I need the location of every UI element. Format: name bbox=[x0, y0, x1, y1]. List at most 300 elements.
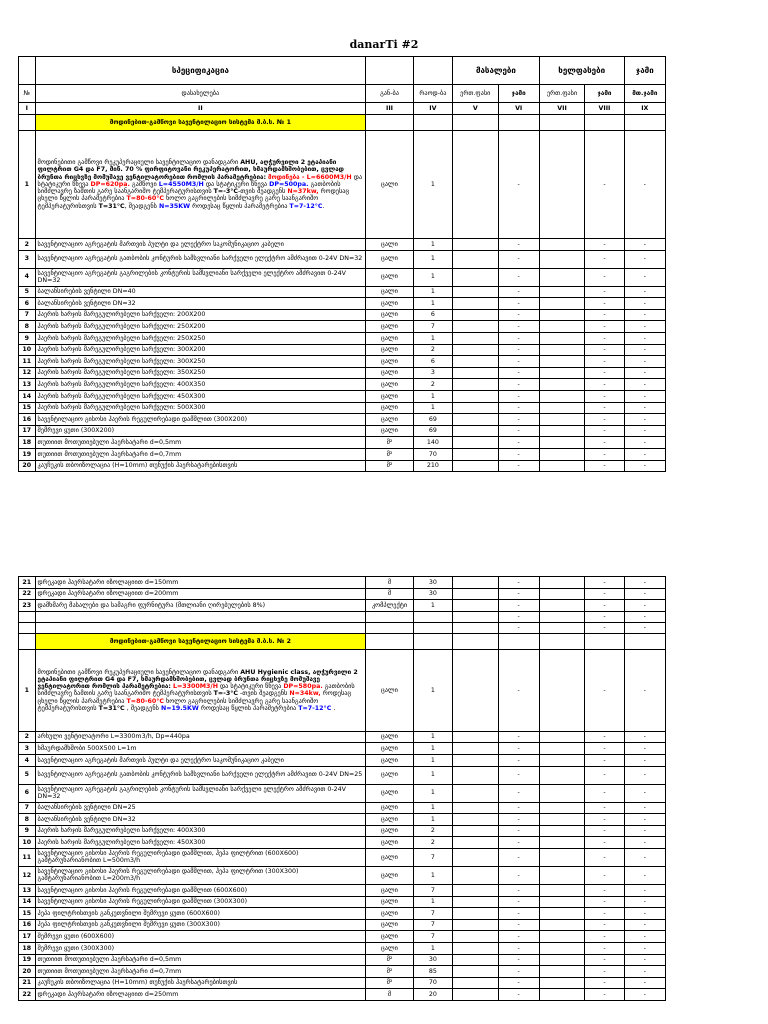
unit-price-labor bbox=[539, 866, 584, 884]
unit-cell: მ bbox=[366, 989, 414, 1001]
item-description: ჰაერის ხარჯის მარეგულირებელი სარქველი: 450X300 bbox=[35, 390, 366, 402]
qty-cell: 140 bbox=[413, 437, 452, 449]
sum-labor: - bbox=[585, 588, 624, 600]
qty-cell: 1 bbox=[413, 802, 452, 814]
table-row bbox=[19, 600, 666, 612]
qty-cell: 210 bbox=[413, 460, 452, 472]
table-row bbox=[19, 321, 666, 333]
unit-price-labor bbox=[539, 989, 584, 1001]
roman-cell: VII bbox=[539, 103, 584, 115]
empty-row bbox=[19, 611, 666, 622]
qty-cell: 30 bbox=[413, 588, 452, 600]
table-row bbox=[19, 414, 666, 426]
qty-cell: 1 bbox=[413, 390, 452, 402]
qty-cell: 7 bbox=[413, 931, 452, 943]
item-description: ჰეპა ფილტრისთვის განკუთვნილი შემრევი ყუთი (300X300) bbox=[35, 919, 366, 931]
table-row bbox=[19, 825, 666, 837]
grand-total: - bbox=[624, 989, 665, 1001]
unit-price-materials bbox=[453, 600, 498, 612]
row-number: 2 bbox=[19, 731, 36, 743]
unit-price-labor bbox=[539, 298, 584, 310]
sum-materials: - bbox=[498, 414, 539, 426]
unit-price-labor bbox=[539, 268, 584, 286]
grand-total: - bbox=[624, 837, 665, 849]
row-number: 20 bbox=[19, 460, 36, 472]
unit-price-materials bbox=[453, 754, 498, 766]
unit-price-labor bbox=[539, 966, 584, 978]
sum-materials: - bbox=[498, 954, 539, 966]
empty-cell bbox=[366, 633, 414, 649]
sum-materials: - bbox=[498, 448, 539, 460]
qty-cell: 2 bbox=[413, 379, 452, 391]
grand-total: - bbox=[624, 649, 665, 731]
grand-total: - bbox=[624, 784, 665, 802]
qty-cell: 1 bbox=[413, 784, 452, 802]
qty-cell: 2 bbox=[413, 344, 452, 356]
sum-materials: - bbox=[498, 825, 539, 837]
grand-total: - bbox=[624, 286, 665, 298]
item-description: ბალანსირების ვენტილი DN=32 bbox=[35, 298, 366, 310]
unit-price-labor bbox=[539, 977, 584, 989]
empty-cell: - bbox=[624, 622, 665, 633]
grand-total: - bbox=[624, 356, 665, 368]
empty-cell bbox=[453, 622, 498, 633]
grand-total: - bbox=[624, 402, 665, 414]
table-row bbox=[19, 298, 666, 310]
row-number: 6 bbox=[19, 298, 36, 310]
unit-price-labor bbox=[539, 784, 584, 802]
table-row bbox=[19, 239, 666, 251]
item-description: დამხმარე მასალები და სამაგრი ფურნიტურა (მთლიანი ღირებულების 8%) bbox=[35, 600, 366, 612]
table-row bbox=[19, 390, 666, 402]
row-number: 11 bbox=[19, 848, 36, 866]
empty-cell bbox=[413, 611, 452, 622]
item-description: სავენტილაციო აგრეგატის გაგრილების კონტურის სამსვლიანი სარქველი ელექტრო ამძრავით 0-24V DN=32 bbox=[35, 268, 366, 286]
grand-total: - bbox=[624, 731, 665, 743]
sum-materials: - bbox=[498, 908, 539, 920]
item-description: შემრევი ყუთი (300X200) bbox=[35, 425, 366, 437]
roman-cell: VIII bbox=[585, 103, 624, 115]
qty-cell: 6 bbox=[413, 356, 452, 368]
sum-materials: - bbox=[498, 989, 539, 1001]
unit-price-materials bbox=[453, 814, 498, 826]
sum-labor: - bbox=[585, 600, 624, 612]
unit-price-materials bbox=[453, 977, 498, 989]
qty-cell: 7 bbox=[413, 908, 452, 920]
sum-labor: - bbox=[585, 344, 624, 356]
sum-labor: - bbox=[585, 402, 624, 414]
grand-total: - bbox=[624, 966, 665, 978]
item-description: ბალანსირების ვენტილი DN=40 bbox=[35, 286, 366, 298]
grand-total: - bbox=[624, 367, 665, 379]
unit-price-labor bbox=[539, 437, 584, 449]
qty-cell: 1 bbox=[413, 239, 452, 251]
empty-cell bbox=[585, 633, 624, 649]
specification-table-page-1 bbox=[18, 56, 666, 472]
unit-cell: ცალი bbox=[366, 332, 414, 344]
grand-total: - bbox=[624, 919, 665, 931]
item-description: სავენტილაციო აგრეგატის გათბობის კონტურის სამსვლიანი სარქველი ელექტრო ამძრავით 0-24V DN=32 bbox=[35, 250, 366, 268]
item-description: დრეკადი ჰაერსატარი იზოლაციით d=250mm bbox=[35, 989, 366, 1001]
table-row bbox=[19, 379, 666, 391]
table-row bbox=[19, 588, 666, 600]
unit-cell: ცალი bbox=[366, 908, 414, 920]
empty-cell bbox=[35, 622, 366, 633]
table-row bbox=[19, 437, 666, 449]
sum-labor: - bbox=[585, 332, 624, 344]
sum-labor: - bbox=[585, 977, 624, 989]
sum-labor: - bbox=[585, 989, 624, 1001]
item-description: ჰაერის ხარჯის მარეგულირებელი სარქველი: 250X200 bbox=[35, 321, 366, 333]
table-row bbox=[19, 268, 666, 286]
qty-cell: 2 bbox=[413, 837, 452, 849]
unit-price-materials bbox=[453, 298, 498, 310]
grand-total: - bbox=[624, 743, 665, 755]
qty-cell: 69 bbox=[413, 425, 452, 437]
qty-cell: 1 bbox=[413, 332, 452, 344]
sum-materials: - bbox=[498, 649, 539, 731]
item-description: კაუჩუკის თბოიზოლაცია (H=10mm) თუნუქის ჰაერსატარებისთვის bbox=[35, 977, 366, 989]
empty-cell bbox=[366, 622, 414, 633]
row-number: 14 bbox=[19, 390, 36, 402]
unit-price-materials bbox=[453, 989, 498, 1001]
table-row bbox=[19, 402, 666, 414]
unit-cell: მ² bbox=[366, 448, 414, 460]
sum-materials: - bbox=[498, 942, 539, 954]
grand-total: - bbox=[624, 379, 665, 391]
empty-cell: - bbox=[498, 611, 539, 622]
sum-labor: - bbox=[585, 367, 624, 379]
sum-materials: - bbox=[498, 309, 539, 321]
unit-cell: ცალი bbox=[366, 344, 414, 356]
grand-total: - bbox=[624, 802, 665, 814]
unit-cell: ცალი bbox=[366, 239, 414, 251]
table-row bbox=[19, 814, 666, 826]
sum-labor: - bbox=[585, 766, 624, 784]
sum-labor: - bbox=[585, 966, 624, 978]
sum-materials: - bbox=[498, 356, 539, 368]
table-row bbox=[19, 367, 666, 379]
sum-labor: - bbox=[585, 802, 624, 814]
header-sum-labor: ჯამი bbox=[585, 85, 624, 103]
qty-cell: 7 bbox=[413, 884, 452, 896]
item-description: თუთიით მოთუთიებული ჰაერსატარი d=0,7mm bbox=[35, 448, 366, 460]
grand-total: - bbox=[624, 309, 665, 321]
grand-total: - bbox=[624, 321, 665, 333]
grand-total: - bbox=[624, 954, 665, 966]
row-number: 11 bbox=[19, 356, 36, 368]
row-number: 7 bbox=[19, 309, 36, 321]
unit-price-materials bbox=[453, 379, 498, 391]
item-description: ჰაერის ხარჯის მარეგულირებელი სარქველი: 500X300 bbox=[35, 402, 366, 414]
empty-cell bbox=[413, 622, 452, 633]
row-number: 22 bbox=[19, 989, 36, 1001]
table-row bbox=[19, 731, 666, 743]
row-number: 20 bbox=[19, 966, 36, 978]
grand-total: - bbox=[624, 977, 665, 989]
empty-cell: - bbox=[585, 622, 624, 633]
item-description: სავენტილაციო აგრეგატის გათბობის კონტურის სამსვლიანი სარქველი ელექტრო ამძრავით 0-24V DN=25 bbox=[35, 766, 366, 784]
unit-cell: მ bbox=[366, 588, 414, 600]
sum-labor: - bbox=[585, 356, 624, 368]
empty-cell bbox=[366, 611, 414, 622]
empty-cell bbox=[539, 633, 584, 649]
grand-total: - bbox=[624, 425, 665, 437]
sum-materials: - bbox=[498, 588, 539, 600]
row-number: 4 bbox=[19, 754, 36, 766]
row-number: 8 bbox=[19, 814, 36, 826]
sum-materials: - bbox=[498, 425, 539, 437]
unit-price-labor bbox=[539, 425, 584, 437]
item-description: ჰაერის ხარჯის მარეგულირებელი სარქველი: 400X350 bbox=[35, 379, 366, 391]
row-number: 23 bbox=[19, 600, 36, 612]
row-number: 1 bbox=[19, 649, 36, 731]
table-row bbox=[19, 977, 666, 989]
unit-price-materials bbox=[453, 268, 498, 286]
unit-price-labor bbox=[539, 766, 584, 784]
grand-total: - bbox=[624, 577, 665, 589]
item-description: სავენტილაციო აგრეგატის გაგრილების კონტურის სამსვლიანი სარქველი ელექტრო ამძრავით 0-24V DN=32 bbox=[35, 784, 366, 802]
unit-cell: ცალი bbox=[366, 837, 414, 849]
table-row bbox=[19, 250, 666, 268]
table-row bbox=[19, 448, 666, 460]
header-name: დასახელება bbox=[35, 85, 366, 103]
sum-labor: - bbox=[585, 754, 624, 766]
empty-cell bbox=[35, 611, 366, 622]
sum-labor: - bbox=[585, 390, 624, 402]
grand-total: - bbox=[624, 131, 665, 239]
unit-cell: ცალი bbox=[366, 814, 414, 826]
sum-materials: - bbox=[498, 268, 539, 286]
table-row bbox=[19, 460, 666, 472]
empty-cell bbox=[539, 611, 584, 622]
item-description: ჰაერის ხარჯის მარეგულირებელი სარქველი: 400X300 bbox=[35, 825, 366, 837]
unit-cell: ცალი bbox=[366, 250, 414, 268]
unit-cell: ცალი bbox=[366, 649, 414, 731]
sum-materials: - bbox=[498, 344, 539, 356]
row-number: 21 bbox=[19, 577, 36, 589]
grand-total: - bbox=[624, 814, 665, 826]
sum-labor: - bbox=[585, 814, 624, 826]
grand-total: - bbox=[624, 448, 665, 460]
row-number: 16 bbox=[19, 414, 36, 426]
unit-cell: მ² bbox=[366, 977, 414, 989]
sum-materials: - bbox=[498, 743, 539, 755]
header-grand-total: მთ.ჯამი bbox=[624, 85, 665, 103]
unit-cell: ცალი bbox=[366, 896, 414, 908]
sum-labor: - bbox=[585, 414, 624, 426]
sum-labor: - bbox=[585, 884, 624, 896]
unit-price-labor bbox=[539, 402, 584, 414]
table-row bbox=[19, 966, 666, 978]
item-description: სავენტილაციო აგრეგატის მართვის პულტი და ელექტრო საკომუნიკაციო კაბელი bbox=[35, 754, 366, 766]
item-description: სავენტილაციო აგრეგატის მართვის პულტი და ელექტრო საკომუნიკაციო კაბელი bbox=[35, 239, 366, 251]
unit-price-materials bbox=[453, 332, 498, 344]
table-row bbox=[19, 286, 666, 298]
empty-cell bbox=[19, 633, 36, 649]
grand-total: - bbox=[624, 908, 665, 920]
row-number: 10 bbox=[19, 837, 36, 849]
unit-price-labor bbox=[539, 649, 584, 731]
grand-total: - bbox=[624, 414, 665, 426]
unit-price-labor bbox=[539, 600, 584, 612]
qty-cell: 1 bbox=[413, 814, 452, 826]
unit-price-labor bbox=[539, 837, 584, 849]
table-row bbox=[19, 848, 666, 866]
unit-price-labor bbox=[539, 309, 584, 321]
table-row bbox=[19, 784, 666, 802]
header-materials: მასალები bbox=[453, 57, 540, 85]
sum-materials: - bbox=[498, 367, 539, 379]
qty-cell: 30 bbox=[413, 577, 452, 589]
sum-materials: - bbox=[498, 332, 539, 344]
unit-price-labor bbox=[539, 332, 584, 344]
unit-cell: ცალი bbox=[366, 766, 414, 784]
sum-materials: - bbox=[498, 298, 539, 310]
unit-price-labor bbox=[539, 802, 584, 814]
empty-cell bbox=[19, 622, 36, 633]
unit-price-labor bbox=[539, 908, 584, 920]
sum-labor: - bbox=[585, 649, 624, 731]
unit-cell: ცალი bbox=[366, 268, 414, 286]
table-row bbox=[19, 837, 666, 849]
sum-labor: - bbox=[585, 848, 624, 866]
grand-total: - bbox=[624, 298, 665, 310]
sum-materials: - bbox=[498, 919, 539, 931]
table-row bbox=[19, 356, 666, 368]
unit-price-labor bbox=[539, 321, 584, 333]
table-row bbox=[19, 931, 666, 943]
roman-cell: II bbox=[35, 103, 366, 115]
grand-total: - bbox=[624, 239, 665, 251]
qty-cell: 7 bbox=[413, 848, 452, 866]
empty-row bbox=[19, 622, 666, 633]
unit-price-labor bbox=[539, 814, 584, 826]
qty-cell: 1 bbox=[413, 600, 452, 612]
sum-labor: - bbox=[585, 448, 624, 460]
header-spec: სპეციფიკაცია bbox=[35, 57, 366, 85]
item-description: სავენტილაციო გისოსი ჰაერის რეგულირებადი დამშლით, ჰეპა ფილტრით (300X300) გამტარუნარიანობით L=200m3/h bbox=[35, 866, 366, 884]
sum-labor: - bbox=[585, 954, 624, 966]
unit-cell: კომპლექტი bbox=[366, 600, 414, 612]
qty-cell: 1 bbox=[413, 754, 452, 766]
table-row bbox=[19, 344, 666, 356]
header-unit-price-materials: ერთ.ფასი bbox=[453, 85, 498, 103]
row-number: 6 bbox=[19, 784, 36, 802]
specification-table-page-2 bbox=[18, 576, 666, 1001]
sum-labor: - bbox=[585, 425, 624, 437]
sum-labor: - bbox=[585, 577, 624, 589]
row-number: 5 bbox=[19, 286, 36, 298]
sum-labor: - bbox=[585, 919, 624, 931]
sum-materials: - bbox=[498, 250, 539, 268]
unit-price-materials bbox=[453, 837, 498, 849]
item-description: თუთიით მოთუთიებული ჰაერსატარი d=0,5mm bbox=[35, 954, 366, 966]
row-number: 9 bbox=[19, 825, 36, 837]
item-description: ჰეპა ფილტრისთვის განკუთვნილი შემრევი ყუთი (600X600) bbox=[35, 908, 366, 920]
sum-materials: - bbox=[498, 884, 539, 896]
sum-labor: - bbox=[585, 784, 624, 802]
unit-price-labor bbox=[539, 379, 584, 391]
roman-cell: V bbox=[453, 103, 498, 115]
row-number: 19 bbox=[19, 448, 36, 460]
grand-total: - bbox=[624, 825, 665, 837]
sum-labor: - bbox=[585, 131, 624, 239]
row-number: 17 bbox=[19, 425, 36, 437]
sum-materials: - bbox=[498, 754, 539, 766]
row-number: 3 bbox=[19, 743, 36, 755]
unit-price-materials bbox=[453, 966, 498, 978]
grand-total: - bbox=[624, 460, 665, 472]
sum-materials: - bbox=[498, 802, 539, 814]
table-row bbox=[19, 649, 666, 731]
row-number: 1 bbox=[19, 131, 36, 239]
unit-cell: ცალი bbox=[366, 379, 414, 391]
empty-cell bbox=[413, 633, 452, 649]
unit-cell: ცალი bbox=[366, 754, 414, 766]
unit-price-materials bbox=[453, 367, 498, 379]
item-description: დრეკადი ჰაერსატარი იზოლაციით d=150mm bbox=[35, 577, 366, 589]
sum-materials: - bbox=[498, 402, 539, 414]
unit-price-labor bbox=[539, 250, 584, 268]
unit-price-labor bbox=[539, 919, 584, 931]
empty-cell: - bbox=[498, 622, 539, 633]
row-number: 12 bbox=[19, 367, 36, 379]
unit-price-materials bbox=[453, 825, 498, 837]
unit-price-materials bbox=[453, 784, 498, 802]
unit-price-materials bbox=[453, 588, 498, 600]
qty-cell: 1 bbox=[413, 402, 452, 414]
sum-materials: - bbox=[498, 577, 539, 589]
table-row bbox=[19, 332, 666, 344]
empty-cell bbox=[453, 633, 498, 649]
qty-cell: 3 bbox=[413, 367, 452, 379]
item-description: ჰაერის ხარჯის მარეგულირებელი სარქველი: 350X250 bbox=[35, 367, 366, 379]
grand-total: - bbox=[624, 588, 665, 600]
unit-price-labor bbox=[539, 825, 584, 837]
unit-cell: ცალი bbox=[366, 731, 414, 743]
grand-total: - bbox=[624, 250, 665, 268]
sum-materials: - bbox=[498, 814, 539, 826]
item-description: თუთიით მოთუთიებული ჰაერსატარი d=0,7mm bbox=[35, 966, 366, 978]
unit-price-materials bbox=[453, 321, 498, 333]
header-labor: ხელფასები bbox=[539, 57, 624, 85]
unit-price-materials bbox=[453, 356, 498, 368]
row-number: 18 bbox=[19, 437, 36, 449]
unit-cell: ცალი bbox=[366, 390, 414, 402]
unit-price-materials bbox=[453, 286, 498, 298]
section-row bbox=[19, 633, 666, 649]
unit-price-labor bbox=[539, 286, 584, 298]
unit-cell: ცალი bbox=[366, 802, 414, 814]
section-title-2: მოდინებით-გამწოვი სავენტილაციო სისტემა მ.ბ.ს. № 2 bbox=[35, 633, 366, 649]
unit-price-labor bbox=[539, 942, 584, 954]
table-row bbox=[19, 989, 666, 1001]
sum-labor: - bbox=[585, 268, 624, 286]
qty-cell: 2 bbox=[413, 825, 452, 837]
unit-price-materials bbox=[453, 649, 498, 731]
sum-labor: - bbox=[585, 239, 624, 251]
empty-cell bbox=[19, 611, 36, 622]
unit-price-labor bbox=[539, 390, 584, 402]
grand-total: - bbox=[624, 766, 665, 784]
row-number: 4 bbox=[19, 268, 36, 286]
table-row bbox=[19, 884, 666, 896]
row-number: 15 bbox=[19, 908, 36, 920]
unit-cell: მ² bbox=[366, 966, 414, 978]
sum-materials: - bbox=[498, 896, 539, 908]
unit-cell: ცალი bbox=[366, 848, 414, 866]
